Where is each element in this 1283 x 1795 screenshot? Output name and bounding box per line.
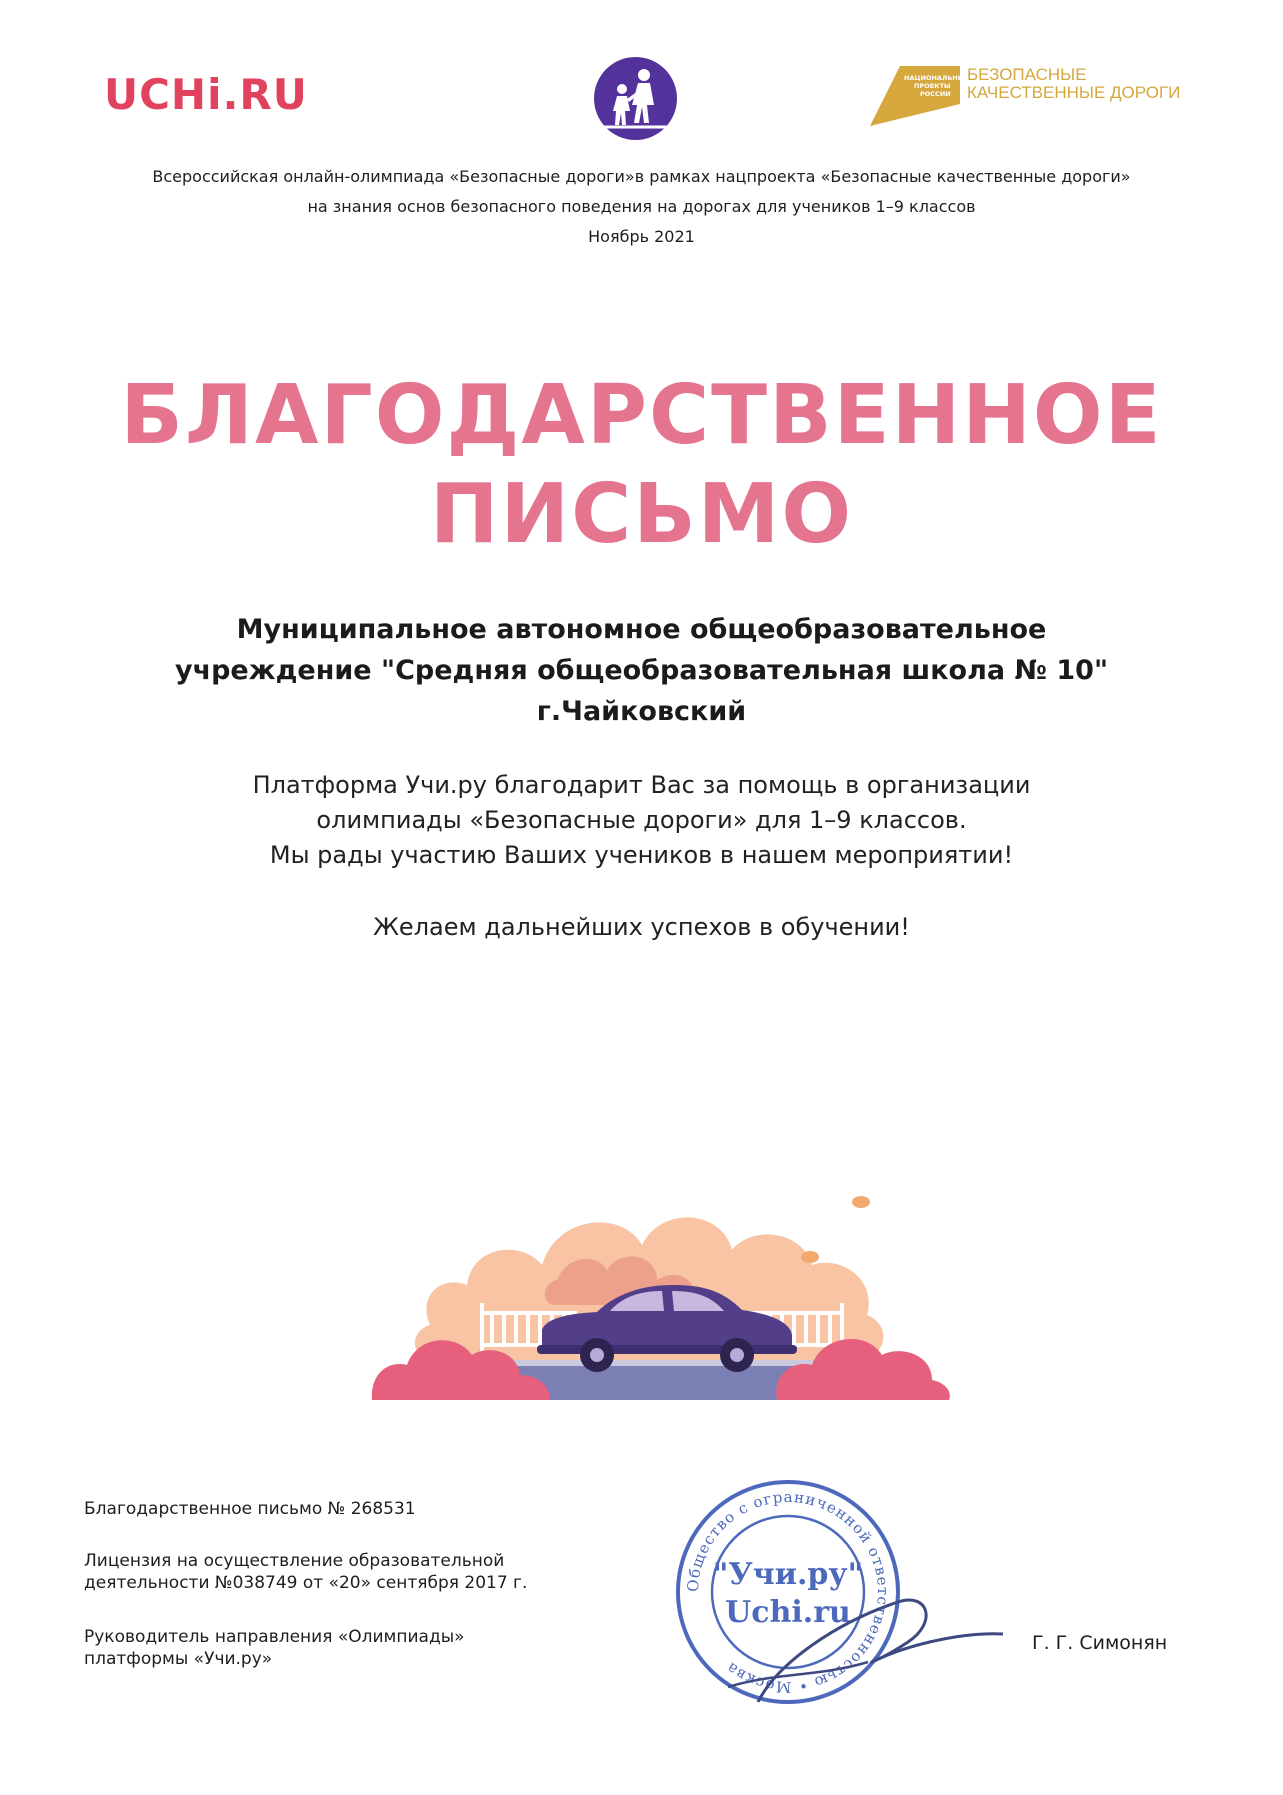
wish-text: Желаем дальнейших успехов в обучении! xyxy=(373,913,910,941)
role-line-2: платформы «Учи.ру» xyxy=(84,1649,273,1669)
recipient-name: Муниципальное автономное общеобразовательное учреждение "Средняя общеобразовательная школа № 10" г.Чайковский xyxy=(174,614,1109,727)
license-line-2: деятельности №038749 от «20» сентября 2017 г. xyxy=(84,1573,528,1593)
svg-text:ПРОЕКТЫ: ПРОЕКТЫ xyxy=(914,82,951,90)
thanks-text xyxy=(0,768,1283,873)
safe-roads-logo-line2: КАЧЕСТВЕННЫЕ ДОРОГИ xyxy=(967,83,1181,102)
car-illustration xyxy=(372,1185,949,1400)
svg-text:РОССИИ: РОССИИ xyxy=(920,90,951,98)
role-line-1: Руководитель направления «Олимпиады» xyxy=(84,1627,465,1647)
company-stamp xyxy=(608,1472,1008,1712)
signer-name: Г. Г. Симонян xyxy=(1032,1632,1168,1654)
uchi-ru-logo: UCHi.RU xyxy=(104,70,308,119)
license-info xyxy=(84,1550,527,1594)
letter-number: Благодарственное письмо № 268531 xyxy=(84,1499,416,1519)
title-line-2: ПИСЬМО xyxy=(429,467,854,562)
letter-title xyxy=(0,366,1283,564)
intro-line-1: Всероссийская онлайн-олимпиада «Безопасные дороги»в рамках нацпроекта «Безопасные качественные дороги» xyxy=(152,167,1131,186)
stamp-center-line-1: "Учи.ру" xyxy=(712,1557,864,1592)
national-projects-logo-icon xyxy=(870,64,969,128)
stamp-center-line-2: Uchi.ru xyxy=(725,1595,851,1630)
svg-text:НАЦИОНАЛЬНЫЕ: НАЦИОНАЛЬНЫЕ xyxy=(904,74,969,82)
safe-roads-children-logo-icon xyxy=(594,57,677,140)
stamp-ring-text: Общество с ограниченной ответственностью • Москва xyxy=(683,1487,893,1697)
olympiad-description xyxy=(0,162,1283,252)
thanks-line-2: олимпиады «Безопасные дороги» для 1–9 классов. xyxy=(316,806,967,834)
intro-line-2: на знания основ безопасного поведения на дорогах для учеников 1–9 классов xyxy=(307,197,976,216)
license-line-1: Лицензия на осуществление образовательной xyxy=(84,1551,505,1571)
thanks-line-3: Мы рады участию Ваших учеников в нашем мероприятии! xyxy=(269,841,1014,869)
intro-date: Ноябрь 2021 xyxy=(588,227,695,246)
title-line-1: БЛАГОДАРСТВЕННОЕ xyxy=(120,368,1163,463)
safe-roads-logo-line1: БЕЗОПАСНЫЕ xyxy=(967,65,1087,84)
safe-roads-logo-text xyxy=(967,66,1180,102)
thanks-line-1: Платформа Учи.ру благодарит Вас за помощь в организации xyxy=(252,771,1031,799)
signer-role xyxy=(84,1626,465,1670)
